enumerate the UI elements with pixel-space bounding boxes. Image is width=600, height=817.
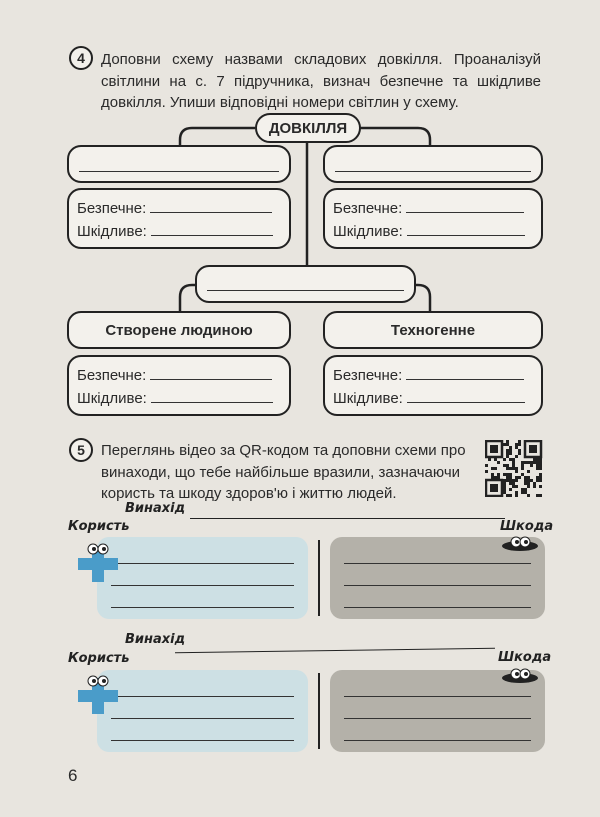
benefit-label: Користь — [68, 651, 130, 666]
harm-label: Шкода — [500, 519, 554, 534]
plus-character-icon — [75, 672, 121, 714]
task-5-text: Переглянь відео за QR-кодом та доповни схеми про винаходи, що тебе найбільше вразили, зазначаючи користь та шкоду здоров'ю і життю людей. — [101, 442, 466, 502]
invention-line-2[interactable] — [175, 648, 495, 653]
qr-code-icon — [485, 440, 543, 497]
benefit-panel-1[interactable] — [97, 537, 308, 619]
left-name-box[interactable] — [67, 145, 291, 183]
man-made-label: Створене людиною — [105, 322, 253, 339]
harmful-label: Шкідливе: — [77, 390, 147, 407]
safe-label: Безпечне: — [77, 200, 147, 217]
invention-line-1[interactable] — [190, 518, 505, 519]
page-number: 6 — [68, 766, 78, 785]
root-box — [255, 113, 361, 143]
technogenic-box — [323, 311, 543, 349]
right-safe-harmful-box[interactable] — [323, 188, 543, 249]
benefit-panel-2[interactable] — [97, 670, 308, 752]
right-name-box[interactable] — [323, 145, 543, 183]
harmful-label: Шкідливе: — [77, 223, 147, 240]
divider — [318, 673, 320, 749]
safe-label: Безпечне: — [333, 367, 403, 384]
harmful-label: Шкідливе: — [333, 223, 403, 240]
divider — [318, 540, 320, 616]
germ-character-icon — [500, 666, 540, 684]
root-label: ДОВКІЛЛЯ — [268, 120, 348, 137]
safe-label: Безпечне: — [77, 367, 147, 384]
task-4-text: Доповни схему назвами складових довкілля. Проаналізуй світлини на с. 7 підручника, визнач безпечне та шкідливе довкілля. Упиши відповідні номери світлин у схему. — [101, 51, 541, 111]
technogenic-safe-harmful-box[interactable] — [323, 355, 543, 416]
plus-character-icon — [75, 540, 121, 582]
technogenic-label: Техногенне — [390, 322, 476, 339]
invention-label: Винахід — [125, 632, 186, 647]
man-made-box — [67, 311, 291, 349]
task-4-number: 4 — [69, 46, 93, 70]
harm-label: Шкода — [498, 650, 552, 665]
benefit-label: Користь — [68, 519, 130, 534]
harmful-label: Шкідливе: — [333, 390, 403, 407]
left-safe-harmful-box[interactable] — [67, 188, 291, 249]
middle-name-box[interactable] — [195, 265, 416, 303]
man-made-safe-harmful-box[interactable] — [67, 355, 291, 416]
invention-label: Винахід — [125, 501, 186, 516]
safe-label: Безпечне: — [333, 200, 403, 217]
germ-character-icon — [500, 534, 540, 552]
task-5-number: 5 — [69, 438, 93, 462]
